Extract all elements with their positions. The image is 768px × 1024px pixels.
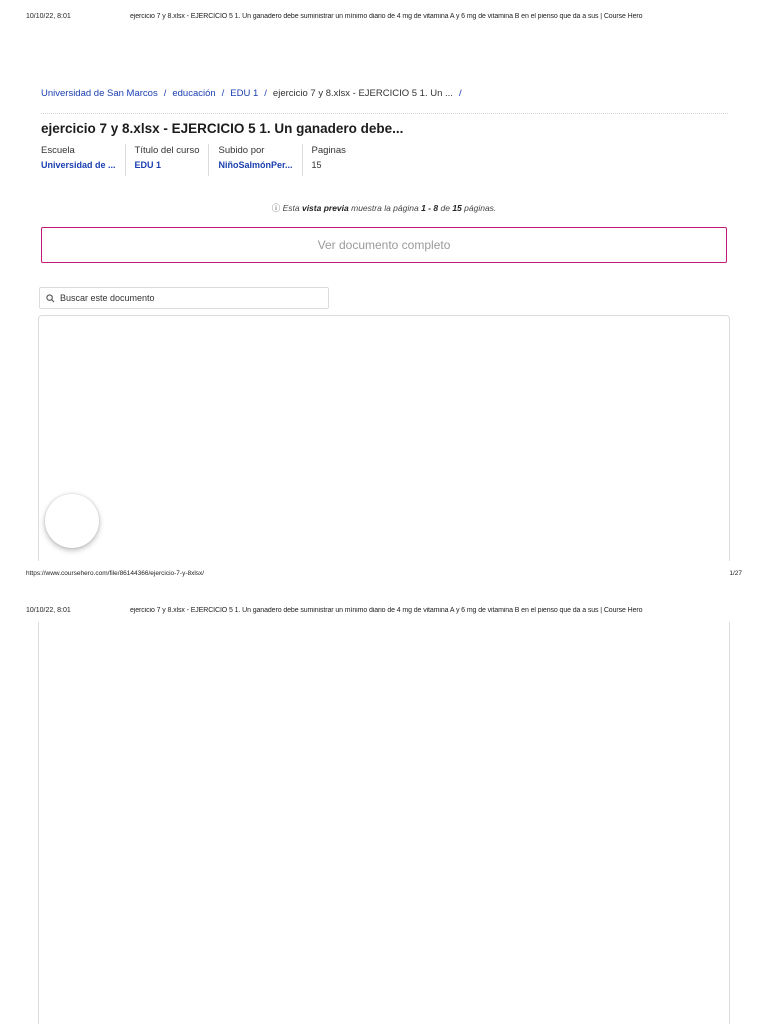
document-meta bbox=[41, 144, 355, 176]
breadcrumb bbox=[41, 88, 728, 102]
meta-school bbox=[41, 144, 125, 176]
view-full-document-button[interactable]: Ver documento completo bbox=[41, 227, 727, 263]
breadcrumb-item-school[interactable]: Universidad de San Marcos bbox=[41, 88, 158, 99]
print-page-title: ejercicio 7 y 8.xlsx - EJERCICIO 5 1. Un ganadero debe suministrar un mínimo diario de 4 mg de vitamina A y 6 mg de vitamina B en el pienso que da a sus | Course Hero bbox=[130, 607, 643, 614]
print-page-title: ejercicio 7 y 8.xlsx - EJERCICIO 5 1. Un ganadero debe suministrar un mínimo diario de 4 mg de vitamina A y 6 mg de vitamina B en el pienso que da a sus | Course Hero bbox=[130, 13, 643, 20]
breadcrumb-item-course[interactable]: EDU 1 bbox=[230, 88, 259, 99]
preview-suffix: páginas. bbox=[464, 203, 497, 213]
breadcrumb-separator: / bbox=[458, 88, 462, 99]
breadcrumb-separator: / bbox=[163, 88, 167, 99]
breadcrumb-separator: / bbox=[264, 88, 267, 99]
document-viewer-continued[interactable] bbox=[38, 622, 730, 1024]
print-header bbox=[26, 13, 742, 27]
page-title: ejercicio 7 y 8.xlsx - EJERCICIO 5 1. Un ganadero debe... bbox=[41, 121, 404, 136]
breadcrumb-item-subject[interactable]: educación bbox=[172, 88, 216, 99]
meta-uploader bbox=[208, 144, 301, 176]
print-url: https://www.coursehero.com/file/86144366/ejercicio-7-y-8xlsx/ bbox=[26, 570, 205, 577]
print-footer bbox=[26, 570, 742, 582]
search-input[interactable] bbox=[60, 293, 310, 303]
meta-course-link[interactable]: EDU 1 bbox=[134, 160, 162, 170]
floating-action-button[interactable] bbox=[45, 494, 99, 548]
preview-total: 15 bbox=[452, 203, 462, 213]
print-header bbox=[26, 607, 742, 621]
preview-of: de bbox=[440, 203, 450, 213]
print-datetime: 10/10/22, 8:01 bbox=[26, 13, 71, 20]
document-viewer[interactable] bbox=[38, 315, 730, 561]
meta-label: Título del curso bbox=[134, 145, 200, 156]
preview-note bbox=[0, 202, 768, 214]
preview-middle: muestra la página bbox=[351, 203, 419, 213]
preview-range: 1 - 8 bbox=[421, 203, 439, 213]
meta-school-link[interactable]: Universidad de ... bbox=[41, 160, 116, 170]
divider bbox=[41, 113, 728, 114]
meta-label: Paginas bbox=[311, 145, 346, 156]
print-page-number: 1/27 bbox=[729, 570, 742, 577]
preview-prefix: Esta bbox=[282, 203, 300, 213]
meta-uploader-link[interactable]: NiñoSalmónPer... bbox=[218, 160, 293, 170]
meta-course bbox=[125, 144, 209, 176]
breadcrumb-separator: / bbox=[221, 88, 225, 99]
print-datetime: 10/10/22, 8:01 bbox=[26, 607, 71, 614]
meta-label: Subido por bbox=[218, 145, 265, 156]
search-icon bbox=[46, 294, 55, 303]
meta-pages bbox=[302, 144, 355, 176]
preview-emph: vista previa bbox=[301, 203, 349, 213]
meta-pages-value: 15 bbox=[311, 160, 322, 170]
search-box[interactable] bbox=[39, 287, 329, 309]
info-icon: ⓘ bbox=[271, 203, 281, 213]
breadcrumb-current: ejercicio 7 y 8.xlsx - EJERCICIO 5 1. Un ... bbox=[272, 88, 453, 99]
meta-label: Escuela bbox=[41, 145, 75, 156]
